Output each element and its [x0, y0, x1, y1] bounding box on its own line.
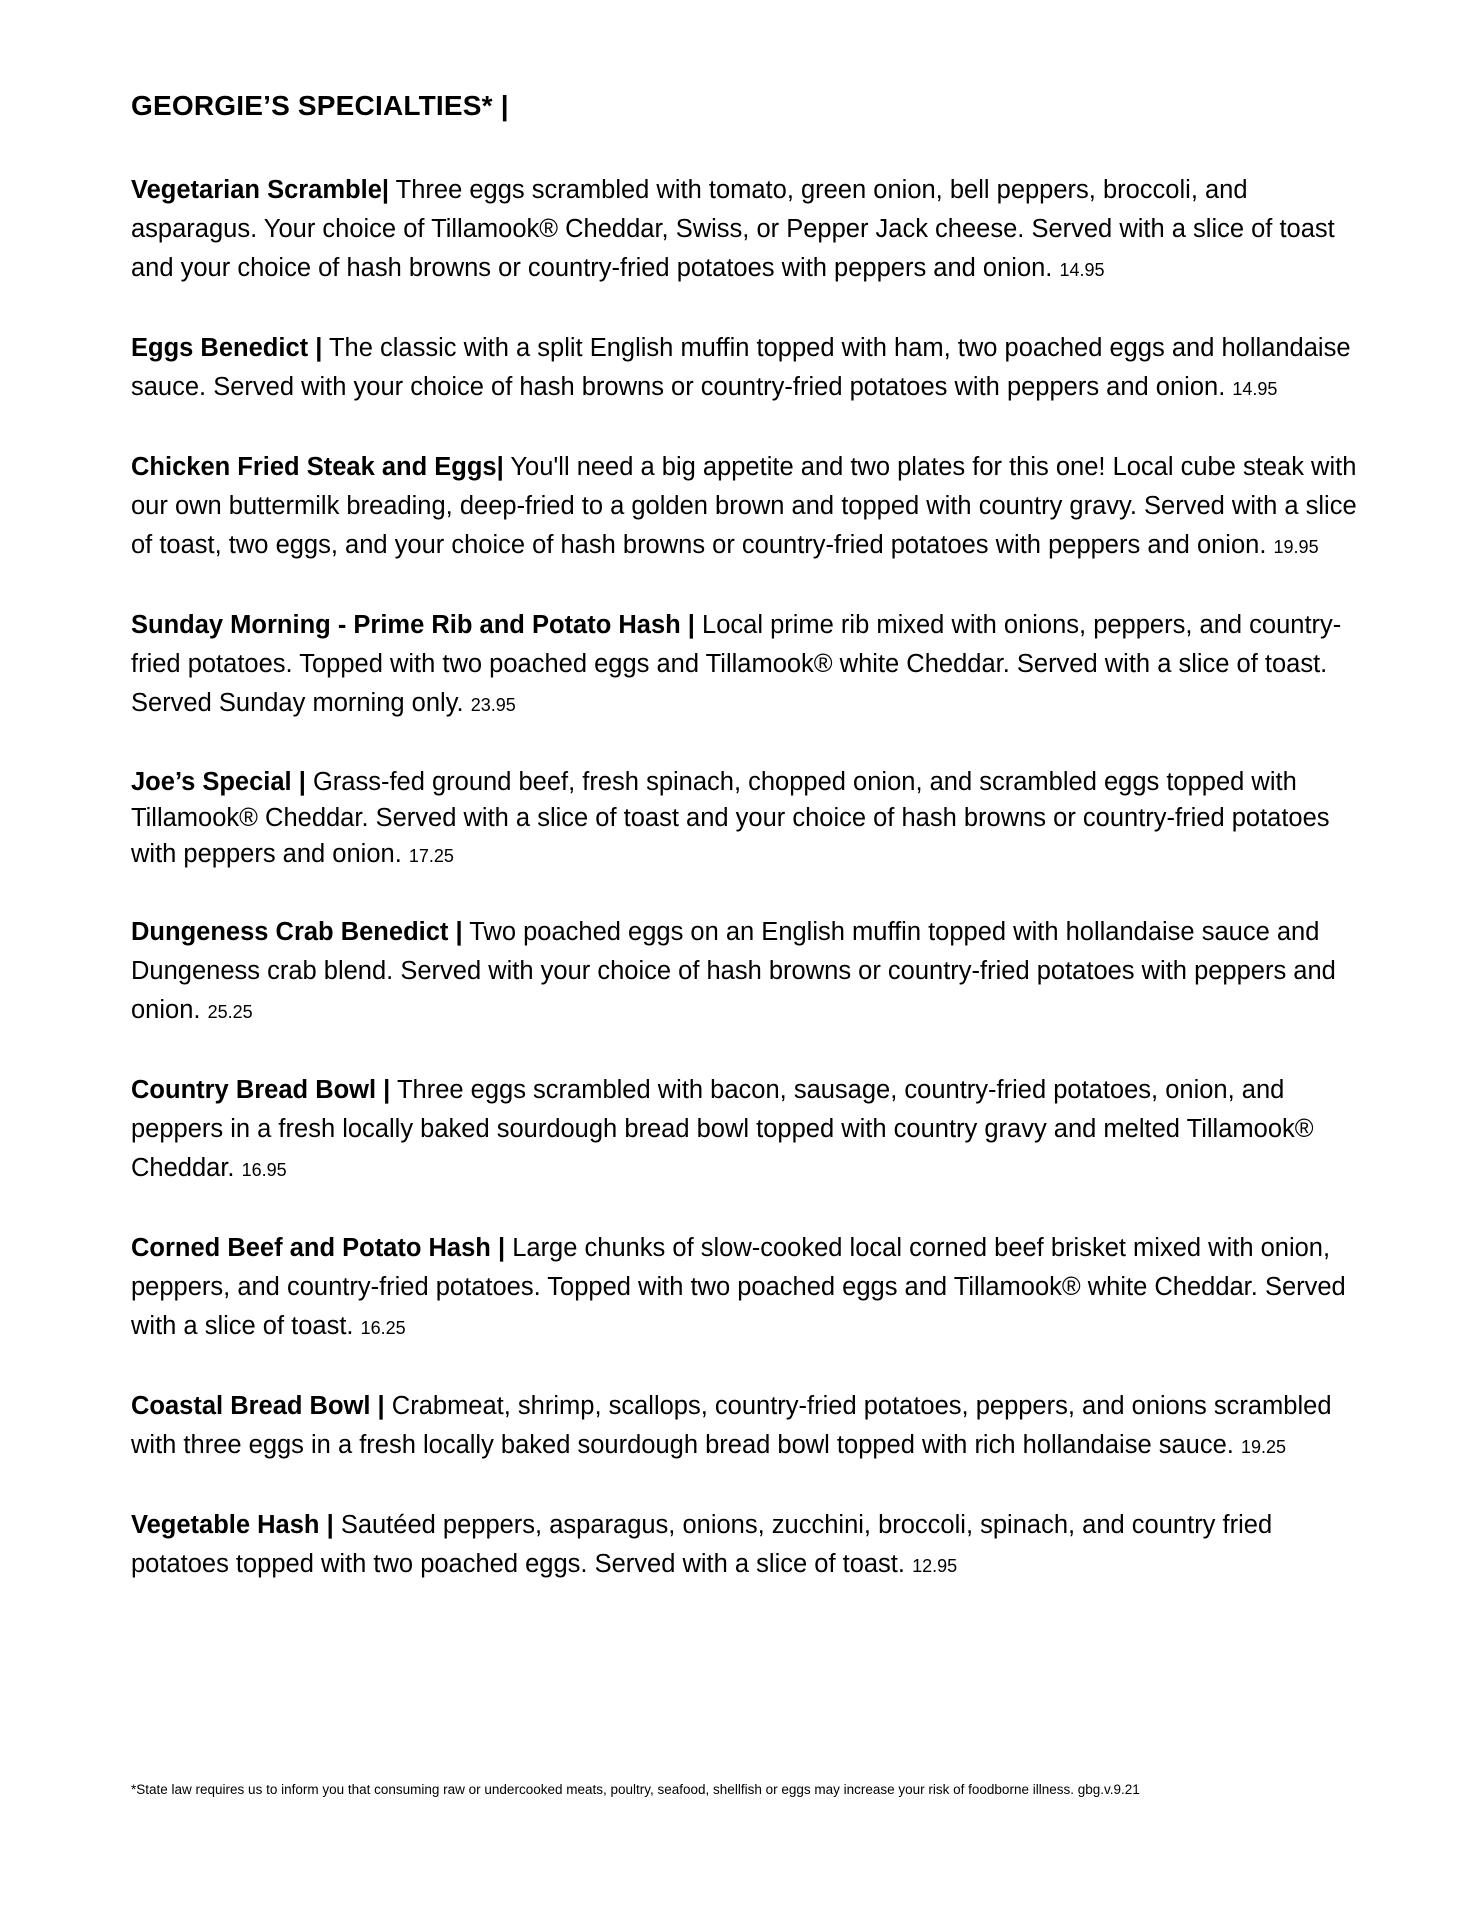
item-price: 14.95 — [1232, 379, 1278, 399]
item-description: You'll need a big appetite and two plates for this one! Local cube steak with our own buttermilk breading, deep-fried to a golden brown and topped with country gravy. Served with a slice of toast, two eggs, and your choice of hash browns or country-fried potatoes with peppers and onion. — [131, 453, 1357, 559]
item-price: 17.25 — [408, 846, 454, 866]
item-name: Vegetable Hash | — [131, 1511, 334, 1539]
item-description: Crabmeat, shrimp, scallops, country-fried potatoes, peppers, and onions scrambled with three eggs in a fresh locally baked sourdough bread bowl topped with rich hollandaise sauce. — [131, 1392, 1332, 1459]
menu-item-corned-beef-hash — [131, 1229, 1361, 1348]
item-name: Chicken Fried Steak and Eggs| — [131, 453, 504, 481]
item-name: Corned Beef and Potato Hash | — [131, 1234, 506, 1262]
page-title: GEORGIE’S SPECIALTIES* | — [131, 90, 509, 121]
item-name: Country Bread Bowl | — [131, 1076, 391, 1104]
menu-item-chicken-fried-steak — [131, 448, 1361, 567]
item-price: 23.95 — [470, 695, 516, 715]
item-description: Two poached eggs on an English muffin topped with hollandaise sauce and Dungeness crab blend. Served with your choice of hash browns or country-fried potatoes with peppers and onion. — [131, 918, 1336, 1024]
item-name: Sunday Morning - Prime Rib and Potato Hash | — [131, 611, 695, 639]
item-name: Coastal Bread Bowl | — [131, 1392, 385, 1420]
menu-items-list — [131, 171, 1361, 1625]
menu-item-joes-special — [131, 764, 1361, 874]
foodborne-illness-footnote: *State law requires us to inform you that consuming raw or undercooked meats, poultry, seafood, shellfish or eggs may increase your risk of foodborne illness. gbg.v.9.21 — [131, 1782, 1140, 1797]
item-name: Vegetarian Scramble| — [131, 176, 390, 204]
item-price: 19.25 — [1240, 1437, 1286, 1457]
menu-item-eggs-benedict — [131, 329, 1361, 409]
item-price: 19.95 — [1273, 537, 1319, 557]
item-name: Dungeness Crab Benedict | — [131, 918, 463, 946]
item-price: 12.95 — [912, 1556, 958, 1576]
item-description: The classic with a split English muffin topped with ham, two poached eggs and hollandaise sauce. Served with your choice of hash browns or country-fried potatoes with peppers and onion. — [131, 334, 1351, 401]
menu-item-vegetable-hash — [131, 1506, 1361, 1586]
menu-item-country-bread-bowl — [131, 1071, 1361, 1190]
item-description: Local prime rib mixed with onions, peppers, and country-fried potatoes. Topped with two poached eggs and Tillamook® white Cheddar. Served with a slice of toast. Served Sunday morning only. — [131, 611, 1342, 717]
menu-item-sunday-prime-rib-hash — [131, 606, 1361, 725]
item-description: Three eggs scrambled with tomato, green onion, bell peppers, broccoli, and asparagus. Your choice of Tillamook® Cheddar, Swiss, or Pepper Jack cheese. Served with a slice of toast and your choice of hash browns or country-fried potatoes with peppers and onion. — [131, 176, 1335, 282]
item-description: Grass-fed ground beef, fresh spinach, chopped onion, and scrambled eggs topped with Tillamook® Cheddar. Served with a slice of toast and your choice of hash browns or country-fried potatoes with peppers and onion. — [131, 768, 1330, 868]
item-name: Eggs Benedict | — [131, 334, 323, 362]
menu-item-coastal-bread-bowl — [131, 1387, 1361, 1467]
item-name: Joe’s Special | — [131, 768, 306, 796]
item-description: Large chunks of slow-cooked local corned beef brisket mixed with onion, peppers, and country-fried potatoes. Topped with two poached eggs and Tillamook® white Cheddar. Served with a slice of toast. — [131, 1234, 1346, 1340]
menu-item-dungeness-crab-benedict — [131, 913, 1361, 1032]
item-price: 25.25 — [207, 1002, 253, 1022]
item-price: 14.95 — [1059, 260, 1105, 280]
item-description: Three eggs scrambled with bacon, sausage, country-fried potatoes, onion, and peppers in a fresh locally baked sourdough bread bowl topped with country gravy and melted Tillamook® Cheddar. — [131, 1076, 1314, 1182]
item-price: 16.25 — [360, 1318, 406, 1338]
item-description: Sautéed peppers, asparagus, onions, zucchini, broccoli, spinach, and country fried potatoes topped with two poached eggs. Served with a slice of toast. — [131, 1511, 1273, 1578]
item-price: 16.95 — [241, 1160, 287, 1180]
menu-item-vegetarian-scramble — [131, 171, 1361, 290]
